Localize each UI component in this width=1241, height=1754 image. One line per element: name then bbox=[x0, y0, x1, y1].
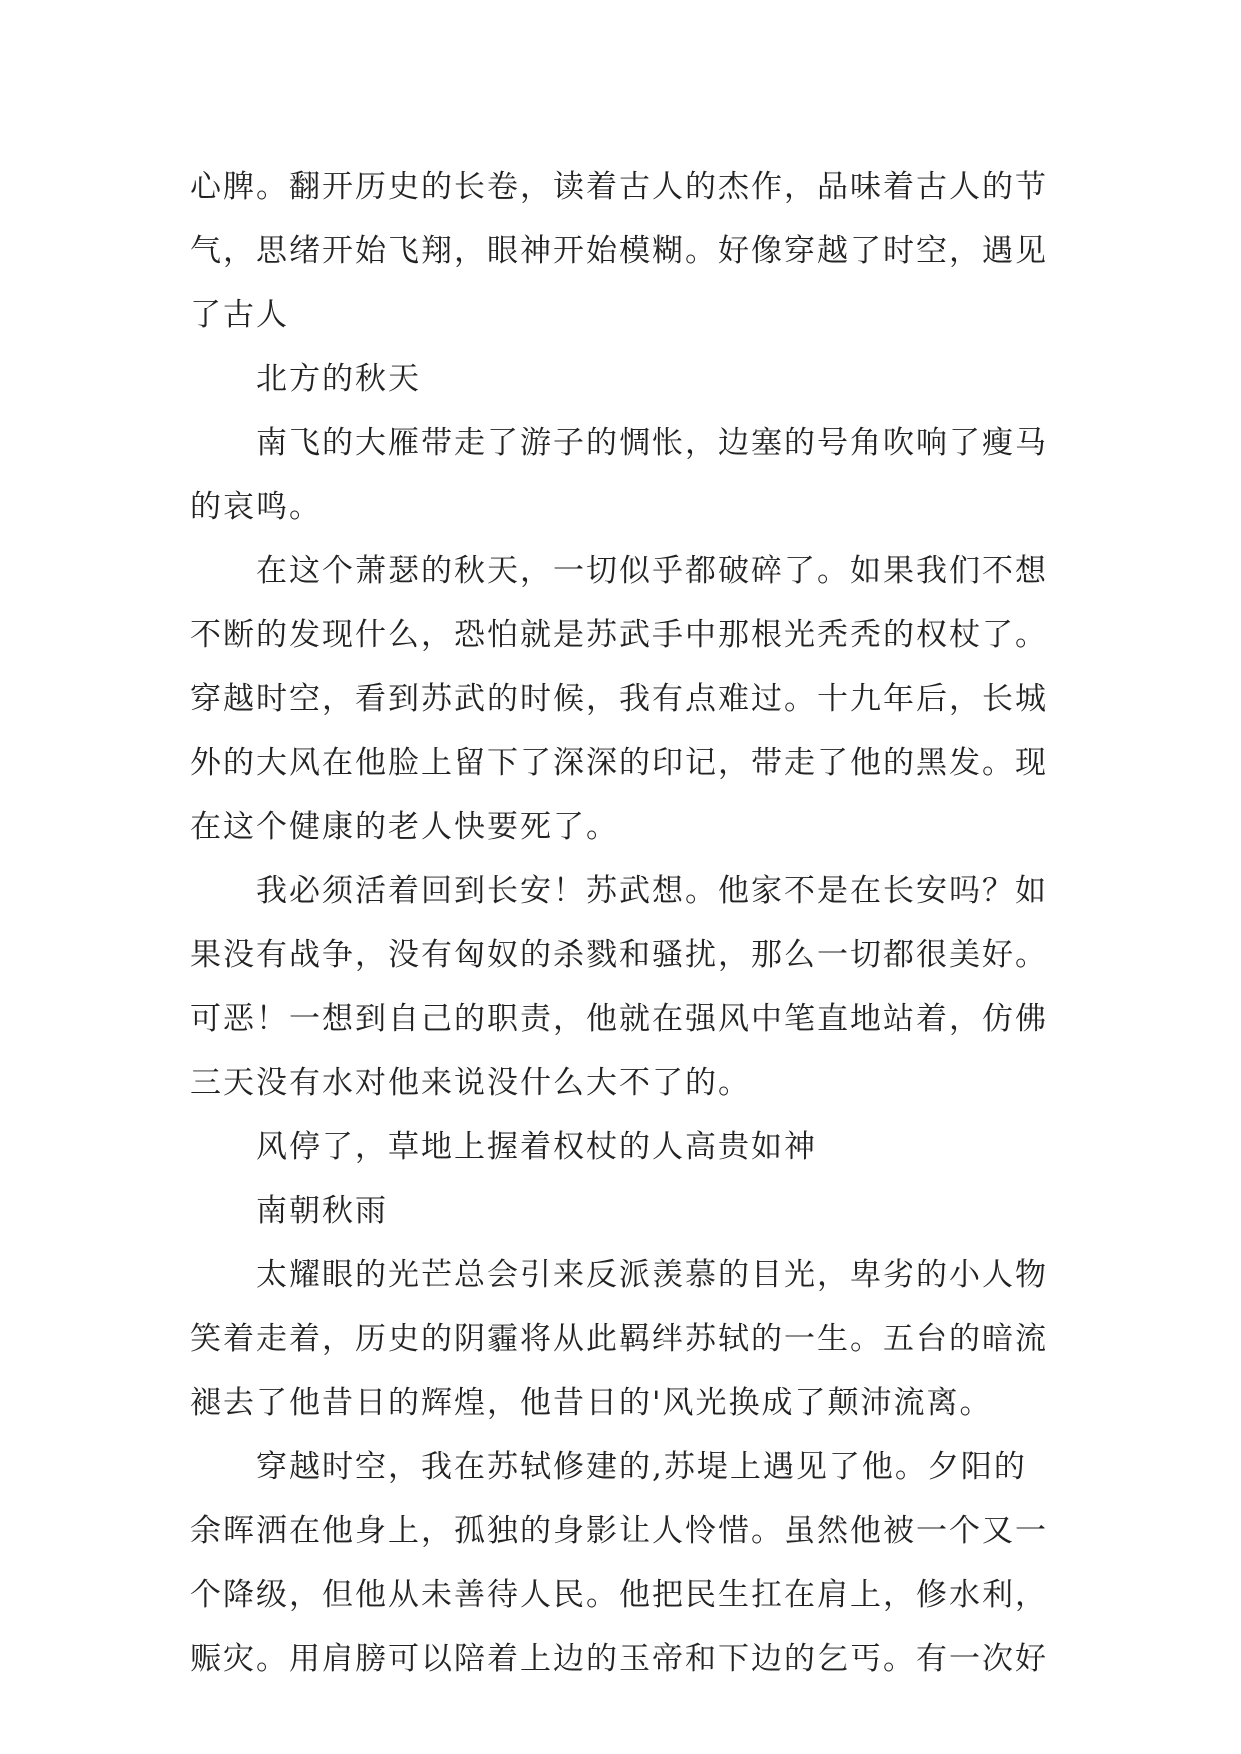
paragraph-start-line: 北方的秋天 bbox=[256, 361, 421, 397]
paragraph-start-line: 在这个萧瑟的秋天，一切似乎都破碎了。如果我们不想 bbox=[256, 553, 1048, 589]
text-line: 可恶！一想到自己的职责，他就在强风中笔直地站着，仿佛 bbox=[190, 1001, 1048, 1037]
text-line: 心脾。翻开历史的长卷，读着古人的杰作，品味着古人的节 bbox=[190, 169, 1048, 205]
text-line: 不断的发现什么，恐怕就是苏武手中那根光秃秃的权杖了。 bbox=[190, 617, 1048, 653]
text-line: 在这个健康的老人快要死了。 bbox=[190, 809, 619, 845]
document-body bbox=[190, 155, 1050, 1691]
text-line: 外的大风在他脸上留下了深深的印记，带走了他的黑发。现 bbox=[190, 745, 1048, 781]
paragraph-start-line: 太耀眼的光芒总会引来反派羡慕的目光，卑劣的小人物 bbox=[256, 1257, 1048, 1293]
text-line: 笑着走着，历史的阴霾将从此羁绊苏轼的一生。五台的暗流 bbox=[190, 1321, 1048, 1357]
text-line: 穿越时空，看到苏武的时候，我有点难过。十九年后，长城 bbox=[190, 681, 1048, 717]
text-line: 气，思绪开始飞翔，眼神开始模糊。好像穿越了时空，遇见 bbox=[190, 233, 1048, 269]
text-line: 余晖洒在他身上，孤独的身影让人怜惜。虽然他被一个又一 bbox=[190, 1513, 1048, 1549]
paragraph-start-line: 风停了，草地上握着权杖的人高贵如神 bbox=[256, 1129, 817, 1165]
text-line: 了古人 bbox=[190, 297, 289, 333]
paragraph-start-line: 南朝秋雨 bbox=[256, 1193, 388, 1229]
text-line: 果没有战争，没有匈奴的杀戮和骚扰，那么一切都很美好。 bbox=[190, 937, 1048, 973]
text-line: 赈灾。用肩膀可以陪着上边的玉帝和下边的乞丐。有一次好 bbox=[190, 1641, 1048, 1677]
text-line: 褪去了他昔日的辉煌，他昔日的'风光换成了颠沛流离。 bbox=[190, 1385, 993, 1421]
text-line: 个降级，但他从未善待人民。他把民生扛在肩上，修水利， bbox=[190, 1577, 1048, 1613]
paragraph-start-line: 南飞的大雁带走了游子的惆怅，边塞的号角吹响了瘦马 bbox=[256, 425, 1048, 461]
text-line: 三天没有水对他来说没什么大不了的。 bbox=[190, 1065, 751, 1101]
paragraph-start-line: 穿越时空，我在苏轼修建的,苏堤上遇见了他。夕阳的 bbox=[256, 1449, 1027, 1485]
text-line: 的哀鸣。 bbox=[190, 489, 322, 525]
paragraph-start-line: 我必须活着回到长安！苏武想。他家不是在长安吗？如 bbox=[256, 873, 1048, 909]
